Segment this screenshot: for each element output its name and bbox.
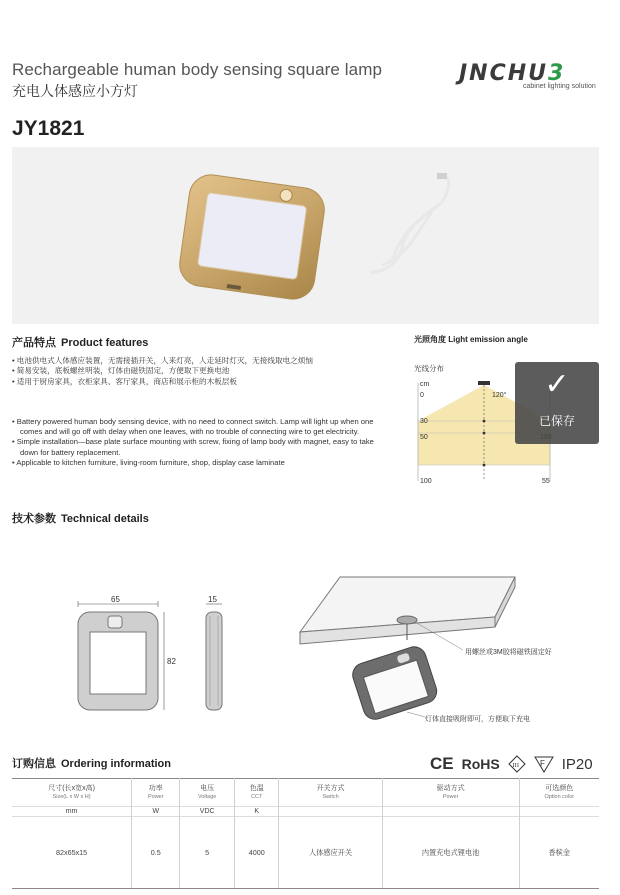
saved-toast — [515, 362, 599, 444]
ip-rating: IP20 — [561, 755, 593, 773]
svg-text:F: F — [539, 759, 545, 768]
model-number: JY1821 — [12, 117, 85, 140]
product-illustration — [12, 147, 599, 324]
col-drive: 驱动方式 Power — [382, 779, 519, 807]
class-iii-icon — [508, 755, 526, 773]
unit-cell — [519, 807, 599, 817]
feature-cn-item: • 简易安装，底板螺丝明装，灯体由磁铁固定，方便取下更换电池 — [12, 366, 230, 376]
cell-switch: 人体感应开关 — [279, 817, 382, 889]
title-chinese: 充电人体感应小方灯 — [12, 83, 138, 99]
features-heading: 产品特点 Product features — [12, 337, 149, 349]
feature-en-item: • Simple installation—base plate surface mounting with screw, fixing of lamp body with magnet, easy to take down for battery replacement. — [12, 437, 374, 457]
checkmark-icon: ✓ — [544, 368, 570, 401]
lamp-body — [177, 172, 327, 302]
cell-size: 82x65x15 — [12, 817, 132, 889]
unit-cell — [279, 807, 382, 817]
width-dimension: 65 — [111, 595, 120, 604]
product-photo — [12, 147, 599, 324]
feature-cn-item: • 适用于厨房家具，衣柜家具、客厅家具，商店和展示柜的木板层板 — [12, 376, 237, 386]
col-power: 功率 Power — [132, 779, 180, 807]
dimension-drawing — [70, 592, 240, 722]
cell-power: 0.5 — [132, 817, 180, 889]
col-color: 可选颜色 Option color — [519, 779, 599, 807]
cell-color: 香槟金 — [519, 817, 599, 889]
unit-cell: W — [132, 807, 180, 817]
col-cct: 色温 CCT — [235, 779, 279, 807]
table-header-row — [12, 779, 599, 807]
svg-text:30: 30 — [420, 418, 428, 425]
svg-text:0: 0 — [420, 392, 424, 399]
col-switch: 开关方式 Switch — [279, 779, 382, 807]
cell-voltage: 5 — [180, 817, 235, 889]
unit-cell: mm — [12, 807, 132, 817]
height-dimension: 82 — [167, 657, 176, 666]
cell-cct: 4000 — [235, 817, 279, 889]
feature-en-item: • Battery powered human body sensing device, with no need to connect switch. Lamp will light up when one comes and will go off with delay when one leaves, with no trouble of connecting wire to get electricity. — [12, 416, 374, 437]
table-unit-row — [12, 807, 599, 817]
f-mark-icon — [534, 755, 554, 773]
col-size: 尺寸(长x宽x高) Size(L x W x H) — [48, 784, 95, 800]
features-list — [12, 356, 382, 468]
svg-text:55: 55 — [542, 478, 550, 485]
certification-marks — [430, 752, 600, 776]
unit-label: cm — [420, 381, 430, 388]
angle-label: 120° — [492, 392, 507, 399]
rohs-mark: RoHS — [461, 756, 500, 772]
col-voltage: 电压 Voltage — [180, 779, 235, 807]
brand-logo: JNCHU3 cabinet lighting solution — [459, 61, 609, 90]
light-distribution-label: 光线分布 — [414, 364, 444, 373]
install-note-screw: 用螺丝或3M胶将磁铁固定好 — [465, 649, 552, 656]
svg-text:50: 50 — [420, 434, 428, 441]
feature-cn-item: • 电池供电式人体感应装置，无需接插开关，人来灯亮，人走延时灯灭，无接线取电之烦恼 — [12, 356, 313, 365]
title-english: Rechargeable human body sensing square lamp — [12, 60, 383, 79]
saved-label: 已保存 — [538, 414, 575, 428]
svg-text:III: III — [512, 762, 519, 769]
unit-cell — [382, 807, 519, 817]
light-angle-heading: 光照角度 Light emission angle — [414, 335, 528, 344]
ce-mark: CE — [430, 754, 454, 773]
ordering-table — [12, 778, 599, 889]
logo-tagline: cabinet lighting solution — [523, 83, 596, 90]
svg-text:100: 100 — [420, 478, 432, 485]
ordering-heading: 订购信息 Ordering information — [12, 758, 171, 770]
unit-cell: K — [235, 807, 279, 817]
usb-cable — [370, 175, 449, 272]
feature-en-item: • Applicable to kitchen furniture, living-room furniture, shop, display case laminate — [12, 458, 285, 468]
technical-heading: 技术参数 Technical details — [12, 513, 149, 525]
table-row — [12, 817, 599, 889]
unit-cell: VDC — [180, 807, 235, 817]
install-note-magnet: 灯体直接吸附即可，方便取下充电 — [425, 716, 530, 723]
cell-drive: 内置充电式锂电池 — [382, 817, 519, 889]
depth-dimension: 15 — [208, 595, 217, 604]
